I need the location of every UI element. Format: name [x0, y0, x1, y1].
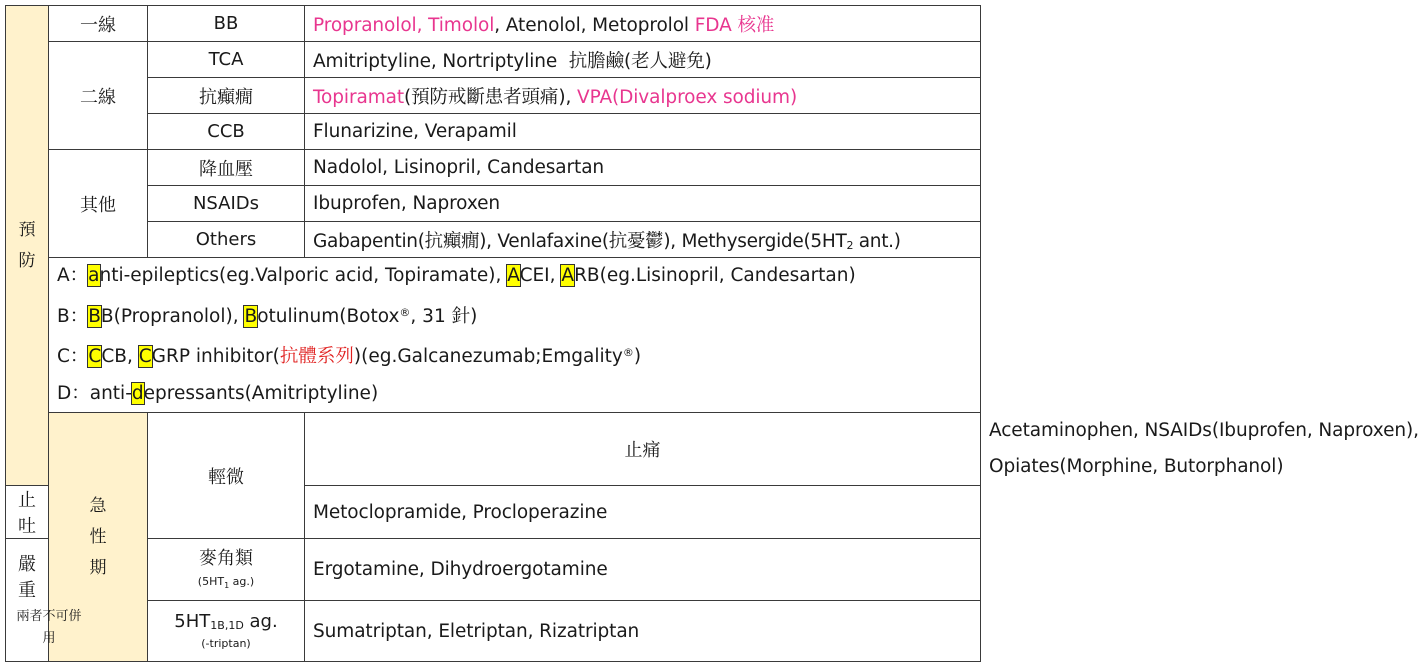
row-bp: [6, 150, 981, 186]
row-analgesic: 急 性 期 輕微 止痛 Acetaminophen, NSAIDs(Ibuprofen, Naproxen), Opiates(Morphine, Butorphanol): [6, 413, 981, 486]
second-line-label: 二線: [49, 42, 148, 150]
drugs-antiepileptic: Topiramat(預防戒斷患者頭痛), VPA(Divalproex sodium): [305, 78, 981, 114]
drugs-antihypertensive: Nadolol, Lisinopril, Candesartan: [305, 150, 981, 186]
drug-class-ccb: CCB: [148, 114, 305, 150]
drugs-others: Gabapentin(抗癲癇), Venlafaxine(抗憂鬱), $Methysergide(5HT_2$ ant.): [305, 222, 981, 258]
drug-class-nsaids: NSAIDs: [148, 186, 305, 222]
drugs-antiemetic: Metoclopramide, Procloperazine: [305, 486, 981, 539]
row-tca: [6, 42, 981, 78]
section-acute: 急 性 期: [49, 413, 148, 662]
mnemonic-c: C：CCB, CGRP inhibitor(抗體系列)(eg.Galcanezumab;Emgality®): [57, 346, 642, 367]
row-antiepileptic: [6, 78, 981, 114]
drugs-ergot: Ergotamine, Dihydroergotamine: [305, 539, 981, 601]
row-mnemonic: [6, 258, 981, 413]
row-triptan: [6, 601, 981, 662]
section-prevention: 預 防: [6, 6, 49, 486]
drug-class-tca: TCA: [148, 42, 305, 78]
first-line-label: 一線: [49, 6, 148, 42]
row-ergot: [6, 539, 981, 601]
mnemonic-a: A：anti-epileptics(eg.Valporic acid, Topiramate), ACEI, ARB(eg.Lisinopril, Candesartan): [57, 265, 856, 286]
mnemonic-b: B：BB(Propranolol), Botulinum(Botox®, 31 針): [57, 305, 478, 327]
drugs-triptan: Sumatriptan, Eletriptan, Rizatriptan: [305, 601, 981, 662]
migraine-drug-table: [5, 5, 1419, 662]
drug-class-antiepileptic: 抗癲癇: [148, 78, 305, 114]
severe-label: 嚴重 兩者不可併用: [6, 539, 49, 662]
row-nsaids: [6, 186, 981, 222]
mnemonic-d: D：anti-depressants(Amitriptyline): [57, 382, 379, 404]
mild-label: 輕微: [148, 413, 305, 539]
drugs-bb: Propranolol, Timolol, Atenolol, Metoprolol FDA 核准: [305, 6, 981, 42]
row-ccb: [6, 114, 981, 150]
drugs-ccb: Flunarizine, Verapamil: [305, 114, 981, 150]
row-others: [6, 222, 981, 258]
row-first-line: [6, 6, 981, 42]
drugs-tca: Amitriptyline, Nortriptyline 抗膽鹼(老人避免): [305, 42, 981, 78]
mnemonic-block: [49, 258, 981, 413]
drug-class-triptan: $5HT_{1B,1D}$ ag. (-triptan): [148, 601, 305, 662]
other-label: 其他: [49, 150, 148, 258]
drug-class-bb: BB: [148, 6, 305, 42]
severe-note: 兩者不可併用: [16, 609, 82, 646]
drugs-nsaids: Ibuprofen, Naproxen: [305, 186, 981, 222]
drug-class-others: Others: [148, 222, 305, 258]
drug-class-ergot: 麥角類 ($5HT_1$ ag.): [148, 539, 305, 601]
drug-class-antiemetic: 止吐: [6, 486, 49, 539]
drug-class-antihypertensive: 降血壓: [148, 150, 305, 186]
drug-class-analgesic: 止痛: [305, 413, 981, 486]
